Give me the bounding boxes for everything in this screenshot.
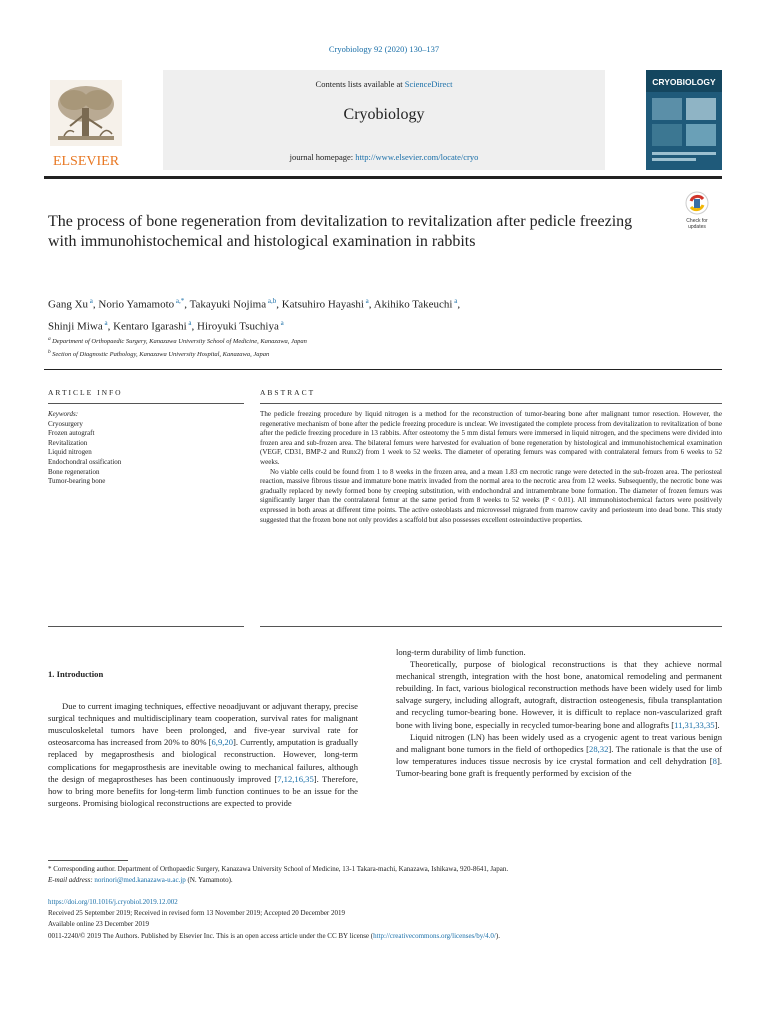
abstract-text (260, 410, 722, 525)
elsevier-wordmark: ELSEVIER (52, 154, 120, 169)
citation-link[interactable]: 8 (712, 755, 717, 766)
author-separator: , (184, 298, 190, 311)
affiliation-line (48, 334, 668, 347)
author-name[interactable]: Takayuki Nojima (189, 298, 267, 311)
license-suffix: ). (495, 931, 500, 940)
keywords-label: Keywords: (48, 410, 79, 418)
body-paragraph: Theoretically, purpose of biological reconstructions is that they achieve normal mechanical strength, integration with the host bone, anatomical remodeling and permanent rebuilding. In fact, various biological reconstruction methods have been widely used for limb salvage surgery, including allograft, autograft, distraction osteogenesis, fibula transplantation and recycling tumor-bearing bone. However, it is difficult to replace non-vascularized graft bone with living bone, especially in recycled tumor-bearing bone and allografts [11,31,33,35]. (396, 659, 722, 730)
license-line (48, 931, 722, 942)
header-rule (44, 176, 722, 179)
article-info-rule (48, 403, 244, 404)
author-separator: , (107, 320, 114, 333)
keyword-item: Tumor-bearing bone (48, 477, 106, 486)
corresponding-author-footnote (48, 864, 722, 886)
author-name[interactable]: Gang Xu (48, 298, 89, 311)
author-name[interactable]: Shinji Miwa (48, 320, 103, 333)
affiliation-mark: b (48, 349, 53, 356)
footnote-rule (48, 860, 128, 861)
body-column-left (48, 668, 358, 809)
sciencedirect-link[interactable]: ScienceDirect (404, 79, 453, 89)
affiliation-mark: a (48, 336, 53, 342)
affiliation-text: Section of Diagnostic Pathology, Kanazawa University Hospital, Kanazawa, Japan (52, 351, 270, 359)
keyword-item: Bone regeneration (48, 467, 100, 476)
email-line (48, 875, 722, 886)
author-separator: , (457, 298, 461, 311)
continuation-line: long-term durability of limb function. (396, 647, 526, 657)
citation-link[interactable]: 6,9,20 (211, 737, 233, 748)
author-name[interactable]: Akihiko Takeuchi (373, 298, 453, 311)
license-prefix: 0011-2240/© 2019 The Authors. Published by Elsevier Inc. This is an open access article under the CC BY license ( (48, 931, 374, 940)
email-suffix: (N. Yamamoto). (187, 876, 233, 884)
keyword-item: Liquid nitrogen (48, 448, 92, 457)
abstract-paragraph: The pedicle freezing procedure by liquid nitrogen is a method for the reconstruction of tumor-bearing bone after malignant tumor resection. However, the regenerative mechanism of bone after the pedicle freezing procedure is unclear. We investigated the complete process from devitalization to revitalization of bone after the pedicle freezing procedure in 13 rabbits. After osteotomy the 5 mm distal femurs were immersed in liquid nitrogen, and the specimens were divided into frozen area and sub-frozen area. The bilateral femurs were harvested for evaluation of bone regeneration by histological and immunohistochemical examination (VEGF, CD31, BMP-2 and Runx2) from 1 week to 52 weeks. The diameter of operating femurs was compared with contralateral femurs from 6 weeks to 52 weeks. (260, 410, 722, 466)
affiliations (48, 334, 668, 360)
author-affiliation-mark[interactable]: a (88, 297, 93, 305)
author-affiliation-mark[interactable]: a (278, 318, 284, 327)
journal-cover-thumbnail[interactable] (646, 70, 722, 170)
email-label: E-mail address: (48, 876, 93, 884)
abstract-bottom-rule (260, 626, 722, 627)
author-separator: , (368, 298, 374, 311)
publication-info (48, 897, 722, 942)
author-list (48, 292, 648, 335)
author-name[interactable]: Katsuhiro Hayashi (281, 298, 364, 311)
author-affiliation-mark[interactable]: a (186, 318, 192, 327)
check-for-updates-badge[interactable] (682, 190, 712, 232)
author-affiliation-mark[interactable]: a,b (266, 297, 277, 305)
body-column-right (396, 646, 722, 779)
citation-link[interactable]: 28,32 (589, 743, 609, 754)
author-affiliation-mark[interactable]: a (363, 297, 369, 305)
author-affiliation-mark[interactable]: a (452, 297, 458, 305)
homepage-prefix: journal homepage: (289, 152, 356, 162)
article-info-heading: ARTICLE INFO (48, 388, 123, 397)
elsevier-tree-icon (44, 78, 128, 170)
elsevier-logo (44, 78, 128, 170)
author-name[interactable]: Hiroyuki Tsuchiya (197, 320, 279, 333)
email-link[interactable]: norinori@med.kanazawa-u.ac.jp (94, 876, 186, 884)
badge-text-1: Check for (686, 218, 708, 224)
available-online: Available online 23 December 2019 (48, 920, 149, 929)
affiliation-text: Department of Orthopaedic Surgery, Kanazawa University School of Medicine, Kanazawa, Japan (52, 338, 307, 346)
abstract-paragraph: No viable cells could be found from 1 to 8 weeks in the frozen area, and a mean 1.83 cm necrotic range were detected in the sub-frozen area. The periosteal reaction, massive fibrous tissue and immature bone matrix invaded from the normal area to the necrotic area from 12 weeks. Subsequently, the necrotic bone was gradually replaced by newly formed bone by creeping substitution, with endochondral and intramembrane bone formation. The diameter of frozen femurs was significantly larger than the contralateral femur at the same period from 8 weeks to 52 weeks (P < 0.01). All immunohistochemical factors were positively expressed in both areas at different time points. The active osteoblasts and microvessel migrated from marrow cavity and periosteum into dead bone. This study suggested that the frozen bone not only provides a scaffold but also possesses excellent osteoinductive properties. (260, 467, 722, 524)
body-paragraph: Liquid nitrogen (LN) has been widely used as a cryogenic agent to treat various benign and malignant bone tumors in the field of orthopedics [28,32]. The rationale is that the use of low temperatures induces tissue necrosis by ice crystal formation and cell dehydration [8]. Tumor-bearing bone graft is frequently performed by excision of the (396, 731, 723, 778)
received-dates: Received 25 September 2019; Received in revised form 13 November 2019; Accepted 20 December 2019 (48, 909, 346, 918)
cover-image-icon (646, 70, 722, 170)
author-separator: , (276, 298, 282, 311)
section-rule (44, 369, 722, 370)
homepage-link[interactable]: http://www.elsevier.com/locate/cryo (355, 152, 479, 162)
author-name[interactable]: Kentaro Igarashi (113, 320, 187, 333)
intro-paragraph: Due to current imaging techniques, effective neoadjuvant or adjuvant therapy, precise surgical techniques and multidisciplinary team cooperation, survival rates for malignant musculoskeletal tumors have been prolonged, and five-year survival rate for osteosarcoma has increased from 20% to 80% [6,9,20]. Currently, amputation is gradually replaced by megaprosthesis and biological reconstruction. However, long-term complications for megaprosthesis are inevitable owing to mechanical failures, although the design of megaprostheses has been continuously improved [7,12,16,35]. Therefore, how to bring more benefits for long-term limb function continues to be an issue for the surgeons. Promising biological reconstructions are expected to provide (48, 701, 358, 808)
keyword-item: Revitalization (48, 438, 88, 447)
check-updates-icon (682, 190, 712, 232)
author-affiliation-mark[interactable]: a (102, 318, 108, 327)
cover-title: CRYOBIOLOGY (652, 77, 716, 87)
corresponding-text: * Corresponding author. Department of Orthopaedic Surgery, Kanazawa University School of Medicine, 13-1 Takara-machi, Kanazawa, Ishikawa, 920-8641, Japan. (48, 865, 509, 873)
keyword-item: Cryosurgery (48, 419, 83, 428)
contents-line (163, 79, 605, 89)
article-info-bottom-rule (48, 626, 244, 627)
author-separator: , (92, 298, 99, 311)
keyword-item: Frozen autograft (48, 429, 95, 438)
contents-prefix: Contents lists available at (315, 79, 405, 89)
author-affiliation-mark[interactable]: a,* (174, 297, 185, 305)
citation-link[interactable]: 7,12,16,35 (277, 773, 314, 784)
affiliation-line (48, 347, 668, 360)
article-title: The process of bone regeneration from devitalization to revitalization after pedicle freezing with immunohistochemical and histological examination in rabbits (48, 213, 633, 250)
journal-citation-line[interactable]: Cryobiology 92 (2020) 130–137 (328, 44, 440, 54)
doi-link[interactable]: https://doi.org/10.1016/j.cryobiol.2019.12.002 (48, 898, 178, 906)
homepage-line (163, 152, 605, 162)
author-name[interactable]: Norio Yamamoto (98, 298, 175, 311)
citation-link[interactable]: 11,31,33,35 (674, 719, 715, 730)
keywords-block (48, 410, 244, 487)
abstract-heading: ABSTRACT (260, 388, 316, 397)
keywords-list (48, 420, 244, 487)
keyword-item: Endochondral ossification (48, 457, 122, 466)
journal-name: Cryobiology (343, 106, 425, 123)
author-separator: , (191, 320, 198, 333)
license-link[interactable]: http://creativecommons.org/licenses/by/4.0/ (373, 931, 496, 940)
badge-text-2: updates (688, 224, 706, 230)
abstract-rule (260, 403, 722, 404)
intro-heading: 1. Introduction (48, 669, 104, 679)
